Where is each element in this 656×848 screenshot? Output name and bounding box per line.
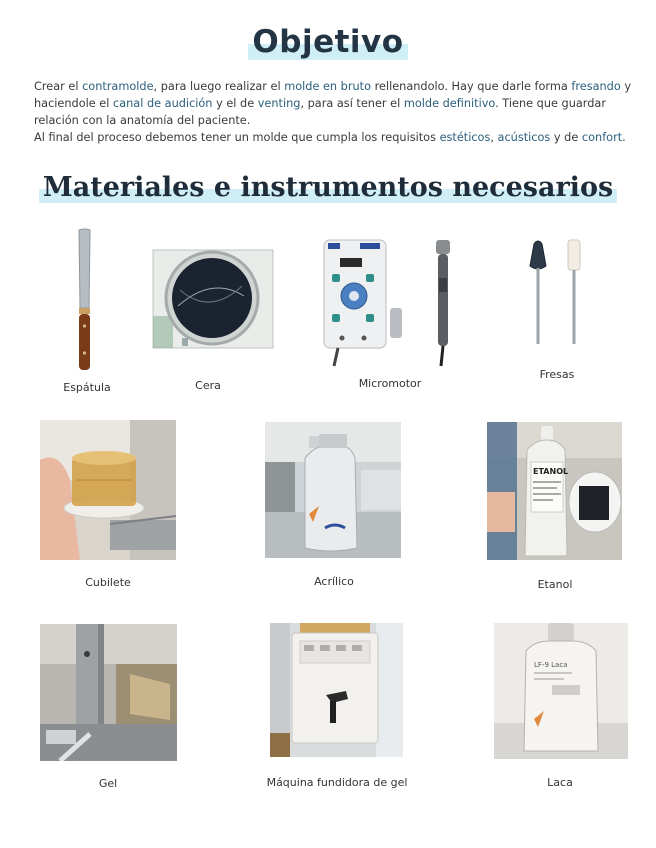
- burs-image: [520, 236, 590, 348]
- wax-pot-image: [150, 246, 276, 352]
- gel-caption: Gel: [98, 777, 118, 790]
- section-title: Materiales e instrumentos necesarios: [0, 172, 656, 203]
- spatula-caption: Espátula: [63, 381, 111, 394]
- laca-photo: [494, 623, 628, 759]
- burs-caption: Fresas: [539, 368, 575, 381]
- micromotor-image: [320, 238, 470, 370]
- acrylic-photo: [265, 422, 401, 558]
- acrylic-caption: Acrílico: [314, 575, 354, 588]
- intro-paragraph: [34, 78, 634, 146]
- ethanol-caption: Etanol: [537, 578, 573, 591]
- ethanol-bottle-label: ETANOL: [533, 467, 569, 476]
- gel-melting-machine-photo: [270, 623, 403, 757]
- ethanol-photo: [487, 422, 622, 560]
- laca-caption: Laca: [547, 776, 573, 789]
- spatula-image: [70, 228, 100, 373]
- cubilete-caption: Cubilete: [85, 576, 131, 589]
- laca-bottle-label: LF-9 Laca: [534, 661, 568, 669]
- wax-caption: Cera: [195, 379, 221, 392]
- gel-photo: [40, 624, 177, 761]
- page-title: Objetivo: [0, 24, 656, 60]
- micromotor-caption: Micromotor: [358, 377, 422, 390]
- cubilete-photo: [40, 420, 176, 560]
- intro-line-2: Al final del proceso debemos tener un molde que cumpla los requisitos estéticos, acústicos y de confort.: [34, 131, 626, 144]
- gel-melting-machine-caption: Máquina fundidora de gel: [266, 776, 408, 789]
- intro-line-1: Crear el contramolde, para luego realizar el molde en bruto rellenandolo. Hay que darle forma fresando y haciendole el canal de audición y el de venting, para así tener el molde definitivo. Tiene que guardar relación con la anatomía del paciente.: [34, 80, 632, 127]
